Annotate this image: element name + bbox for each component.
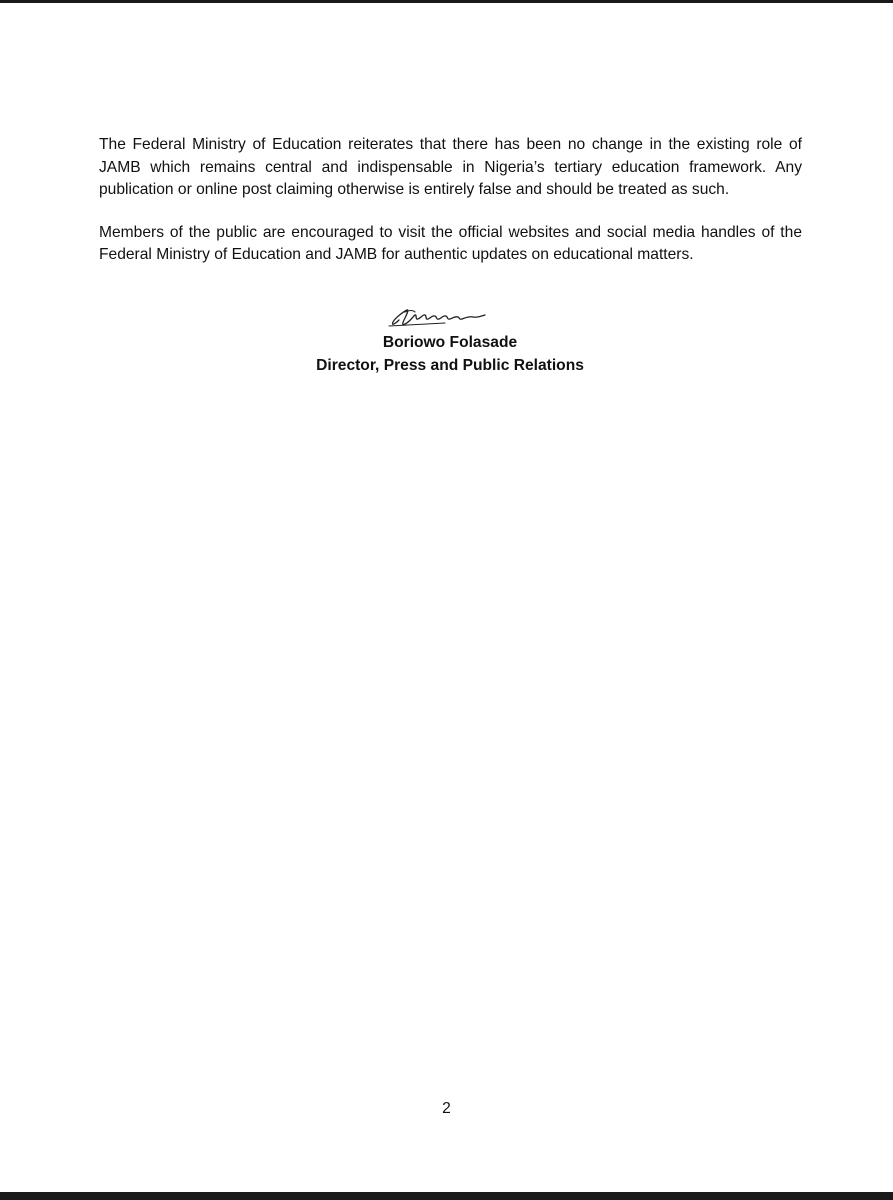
paragraph-public-advisory: Members of the public are encouraged to visit the official websites and social media handles of the Federal Ministry of Education and JAMB for authentic updates on educational matters. — [99, 223, 802, 264]
page-number: 2 — [442, 1100, 451, 1117]
signature-block — [290, 302, 610, 377]
bottom-border — [0, 1192, 893, 1200]
top-border — [0, 0, 893, 3]
handwritten-signature — [385, 302, 515, 332]
document-body — [99, 134, 802, 267]
signatory-name: Boriowo Folasade — [382, 334, 518, 351]
paragraph-jamb-role: The Federal Ministry of Education reiterates that there has been no change in the existing role of JAMB which remains central and indispensable in Nigeria’s tertiary education framework. Any publication or online post claiming otherwise is entirely false and should be treated as such. — [99, 136, 802, 199]
signatory-title: Director, Press and Public Relations — [316, 356, 584, 374]
